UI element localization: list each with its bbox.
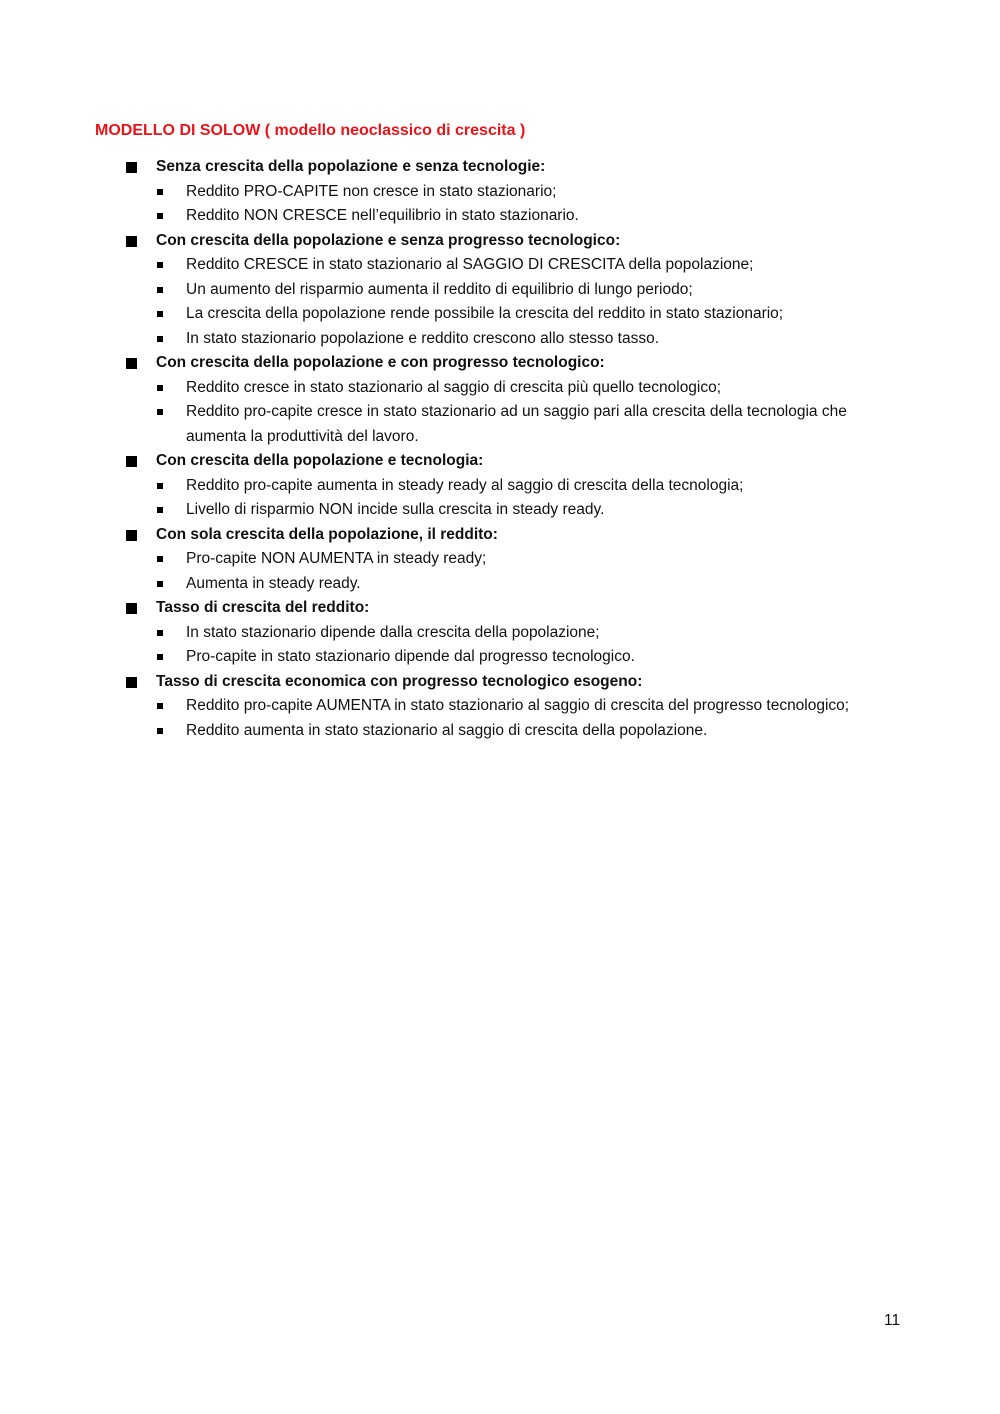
section-heading-text: Con crescita della popolazione e tecnologia: xyxy=(156,452,484,469)
list-item xyxy=(0,278,906,303)
square-bullet-icon xyxy=(126,530,137,541)
small-square-bullet-icon xyxy=(157,630,163,636)
section xyxy=(0,449,1000,523)
small-square-bullet-icon xyxy=(157,581,163,587)
page-number: 11 xyxy=(884,1312,901,1329)
section-heading-text: Tasso di crescita del reddito: xyxy=(156,599,370,616)
square-bullet-icon xyxy=(126,236,137,247)
section-heading xyxy=(0,596,1000,621)
small-square-bullet-icon xyxy=(157,507,163,513)
section-heading xyxy=(0,229,1000,254)
list-item xyxy=(0,719,906,744)
small-square-bullet-icon xyxy=(157,654,163,660)
square-bullet-icon xyxy=(126,677,137,688)
section-heading xyxy=(0,351,1000,376)
list-item-text: Livello di risparmio NON incide sulla crescita in steady ready. xyxy=(186,501,605,518)
list-item xyxy=(0,474,906,499)
list-item xyxy=(0,547,906,572)
list-item-text: In stato stazionario popolazione e reddito crescono allo stesso tasso. xyxy=(186,329,660,347)
list-item xyxy=(0,376,906,401)
list-item xyxy=(0,621,906,646)
small-square-bullet-icon xyxy=(157,189,163,195)
small-square-bullet-icon xyxy=(157,262,163,268)
list-item xyxy=(0,253,906,278)
section xyxy=(0,351,1000,449)
list-item-text: Un aumento del risparmio aumenta il reddito di equilibrio di lungo periodo; xyxy=(186,280,693,298)
small-square-bullet-icon xyxy=(157,213,163,219)
list-item xyxy=(0,180,906,205)
list-item xyxy=(0,498,906,523)
list-item-text: Aumenta in steady ready. xyxy=(186,574,361,592)
list-item-text: Reddito aumenta in stato stazionario al saggio di crescita della popolazione. xyxy=(186,721,708,739)
small-square-bullet-icon xyxy=(157,287,163,293)
list-item-text: La crescita della popolazione rende possibile la crescita del reddito in stato stazionario; xyxy=(186,305,784,322)
section xyxy=(0,229,1000,352)
square-bullet-icon xyxy=(126,603,137,614)
small-square-bullet-icon xyxy=(157,385,163,391)
list-item-text: Reddito pro-capite cresce in stato stazionario ad un saggio pari alla crescita della tecnologia che aumenta la produttività del lavoro. xyxy=(186,403,847,445)
list-item-text: Reddito cresce in stato stazionario al saggio di crescita più quello tecnologico; xyxy=(186,378,722,396)
small-square-bullet-icon xyxy=(157,703,163,709)
document-title: MODELLO DI SOLOW ( modello neoclassico di crescita ) xyxy=(95,122,526,139)
section xyxy=(0,670,1000,744)
list-item xyxy=(0,645,906,670)
list-item-text: Pro-capite in stato stazionario dipende dal progresso tecnologico. xyxy=(186,648,635,665)
list-item-text: Reddito NON CRESCE nell’equilibrio in stato stazionario. xyxy=(186,207,579,224)
small-square-bullet-icon xyxy=(157,311,163,317)
list-item xyxy=(0,327,906,352)
square-bullet-icon xyxy=(126,456,137,467)
section-heading-text: Con crescita della popolazione e con progresso tecnologico: xyxy=(156,354,605,371)
list-item xyxy=(0,302,906,327)
small-square-bullet-icon xyxy=(157,556,163,562)
list-item xyxy=(0,572,906,597)
square-bullet-icon xyxy=(126,162,137,173)
section-heading xyxy=(0,670,1000,695)
small-square-bullet-icon xyxy=(157,336,163,342)
section-heading xyxy=(0,523,1000,548)
section-heading-text: Con crescita della popolazione e senza progresso tecnologico: xyxy=(156,231,621,249)
section xyxy=(0,523,1000,597)
section-heading-text: Senza crescita della popolazione e senza tecnologie: xyxy=(156,158,546,175)
list-item-text: In stato stazionario dipende dalla crescita della popolazione; xyxy=(186,623,600,641)
small-square-bullet-icon xyxy=(157,728,163,734)
section-heading-text: Con sola crescita della popolazione, il reddito: xyxy=(156,525,498,543)
list-item-text: Pro-capite NON AUMENTA in steady ready; xyxy=(186,550,487,567)
list-item xyxy=(0,694,906,719)
list-item-text: Reddito PRO-CAPITE non cresce in stato stazionario; xyxy=(186,182,557,200)
section-heading xyxy=(0,449,1000,474)
list-item xyxy=(0,400,906,449)
section-heading-text: Tasso di crescita economica con progresso tecnologico esogeno: xyxy=(156,672,643,690)
small-square-bullet-icon xyxy=(157,483,163,489)
list-item-text: Reddito pro-capite AUMENTA in stato stazionario al saggio di crescita del progresso tecnologico; xyxy=(186,697,850,714)
square-bullet-icon xyxy=(126,358,137,369)
section-list xyxy=(0,155,1000,743)
section-heading xyxy=(0,155,1000,180)
list-item-text: Reddito CRESCE in stato stazionario al SAGGIO DI CRESCITA della popolazione; xyxy=(186,256,754,273)
list-item-text: Reddito pro-capite aumenta in steady ready al saggio di crescita della tecnologia; xyxy=(186,476,744,494)
small-square-bullet-icon xyxy=(157,409,163,415)
section xyxy=(0,155,1000,229)
section xyxy=(0,596,1000,670)
list-item xyxy=(0,204,906,229)
